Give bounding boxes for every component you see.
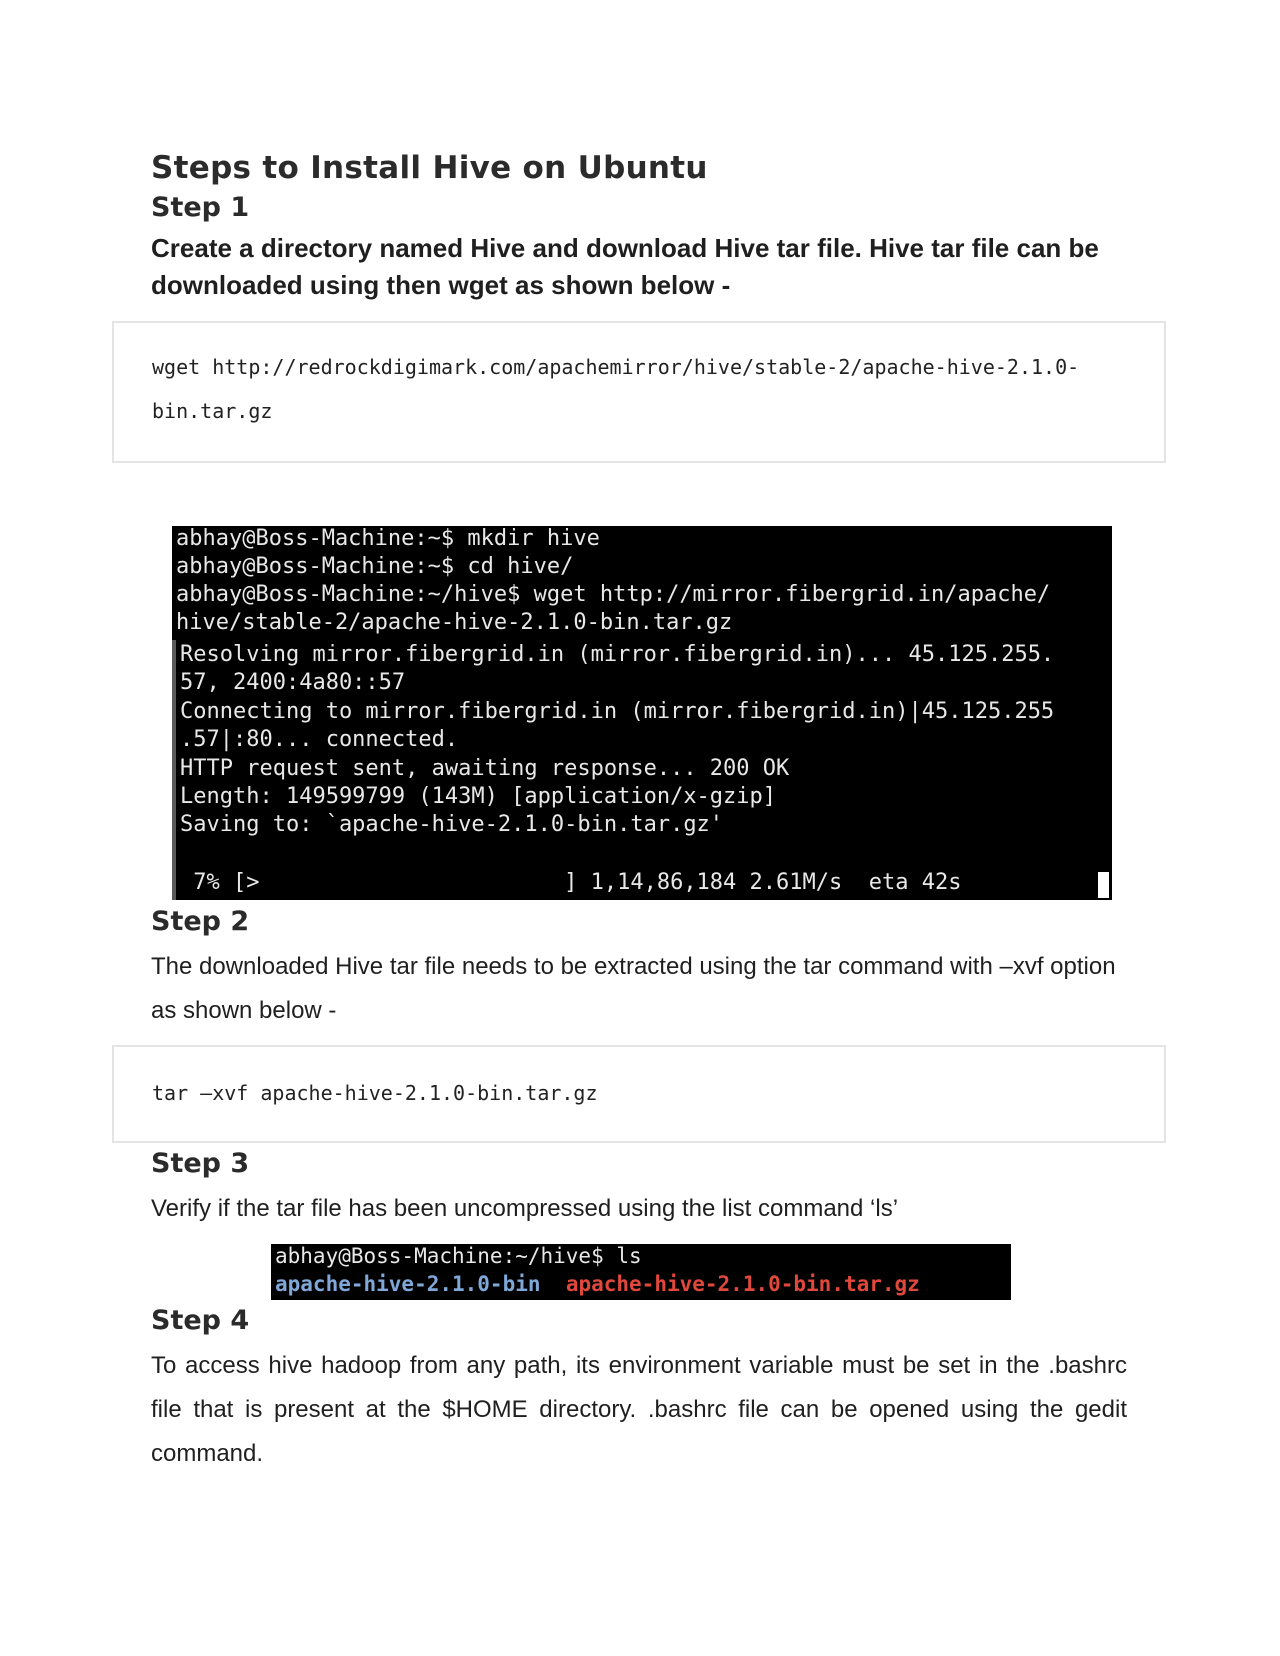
terminal-line: abhay@Boss-Machine:~/hive$ ls bbox=[275, 1244, 642, 1268]
terminal-output-line: Saving to: `apache-hive-2.1.0-bin.tar.gz' bbox=[180, 812, 724, 837]
step-3-terminal-screenshot bbox=[271, 1244, 1011, 1300]
step-2-heading: Step 2 bbox=[151, 906, 250, 937]
terminal-output-panel bbox=[172, 640, 1106, 900]
terminal-output-line: Resolving mirror.fibergrid.in (mirror.fibergrid.in)... 45.125.255. bbox=[180, 642, 1055, 667]
ls-output-line bbox=[275, 1272, 920, 1296]
step-1-heading: Step 1 bbox=[151, 192, 250, 223]
terminal-output-line: 57, 2400:4a80::57 bbox=[180, 670, 406, 695]
step-3-instruction: Verify if the tar file has been uncompressed using the list command ‘ls’ bbox=[151, 1195, 899, 1222]
step-2-code-line-1: tar –xvf apache-hive-2.1.0-bin.tar.gz bbox=[152, 1081, 598, 1105]
step-1-code-line-2: bin.tar.gz bbox=[152, 399, 273, 423]
step-1-code-line-1: wget http://redrockdigimark.com/apachemirror/hive/stable-2/apache-hive-2.1.0- bbox=[152, 355, 1080, 379]
terminal-cursor bbox=[1098, 872, 1109, 898]
step-4-heading: Step 4 bbox=[151, 1305, 250, 1336]
step-1-instruction: Create a directory named Hive and download Hive tar file. Hive tar file can be downloaded using then wget as shown below - bbox=[151, 233, 1099, 300]
page-title: Steps to Install Hive on Ubuntu bbox=[151, 150, 708, 186]
ls-archive-entry: apache-hive-2.1.0-bin.tar.gz bbox=[565, 1272, 920, 1296]
terminal-line: hive/stable-2/apache-hive-2.1.0-bin.tar.gz bbox=[176, 610, 733, 635]
terminal-output-line: Length: 149599799 (143M) [application/x-gzip] bbox=[180, 784, 777, 809]
terminal-output-line: Connecting to mirror.fibergrid.in (mirror.fibergrid.in)|45.125.255 bbox=[180, 699, 1055, 724]
step-1-code-block bbox=[112, 321, 1166, 463]
step-2-code-block bbox=[112, 1045, 1166, 1143]
step-4-instruction: To access hive hadoop from any path, its environment variable must be set in the .bashrc file that is present at the $HOME directory. .bashrc file can be opened using the gedit command. bbox=[151, 1352, 1127, 1467]
step-1-terminal-screenshot bbox=[172, 526, 1112, 900]
ls-directory-entry: apache-hive-2.1.0-bin bbox=[275, 1272, 541, 1296]
terminal-line: abhay@Boss-Machine:~/hive$ wget http://mirror.fibergrid.in/apache/ bbox=[176, 582, 1051, 607]
terminal-line: abhay@Boss-Machine:~$ cd hive/ bbox=[176, 554, 574, 579]
terminal-line: abhay@Boss-Machine:~$ mkdir hive bbox=[176, 526, 600, 551]
terminal-output-line: HTTP request sent, awaiting response... 200 OK bbox=[180, 756, 790, 781]
terminal-output-line: .57|:80... connected. bbox=[180, 727, 459, 752]
terminal-progress-line: 7% [> ] 1,14,86,184 2.61M/s eta 42s bbox=[180, 870, 962, 895]
step-2-instruction: The downloaded Hive tar file needs to be extracted using the tar command with –xvf option as shown below - bbox=[151, 953, 1116, 1024]
step-3-heading: Step 3 bbox=[151, 1148, 250, 1179]
